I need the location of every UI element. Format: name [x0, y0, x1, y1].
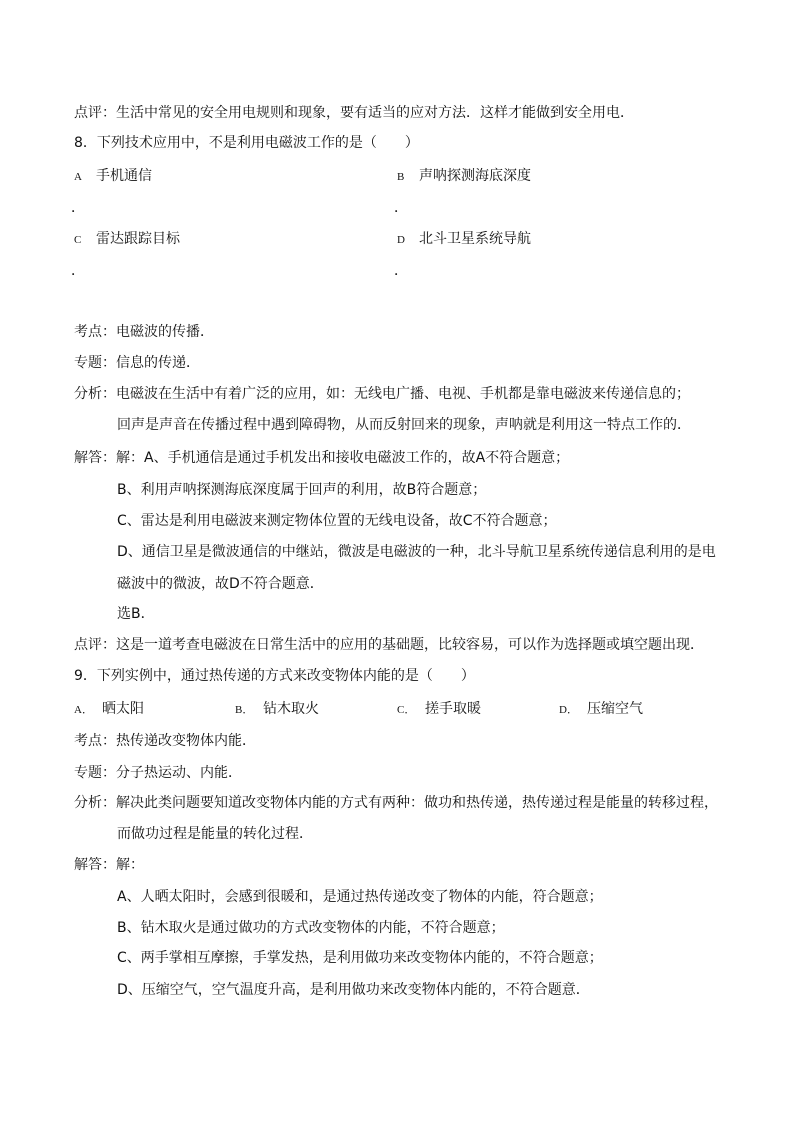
- q9-option-c: [397, 699, 481, 720]
- kaodian-text: 热传递改变物体内能．: [116, 733, 256, 749]
- fenxi-line: 解决此类问题要知道改变物体内能的方式有两种：做功和热传递，热传递过程是能量的转移过程，: [116, 795, 718, 811]
- option-text: 手机通信: [96, 168, 152, 184]
- q8-fenxi: [74, 384, 690, 404]
- option-text: 北斗卫星系统导航: [419, 231, 531, 247]
- review-label: 点评：: [74, 105, 116, 121]
- fenxi-label: 分析：: [74, 795, 116, 811]
- q9-jieda-line-2: B、钻木取火是通过做功的方式改变物体的内能，不符合题意；: [117, 920, 505, 936]
- fenxi-label: 分析：: [74, 386, 116, 402]
- option-letter: C．: [397, 704, 416, 716]
- q8-jieda-line-4: D、通信卫星是微波通信的中继站，微波是电磁波的一种，北斗导航卫星系统传递信息利用的是电: [117, 544, 716, 560]
- kaodian-text: 电磁波的传播．: [116, 324, 214, 340]
- option-text: 钻木取火: [263, 701, 319, 717]
- zhuanti-text: 分子热运动、内能．: [116, 765, 242, 781]
- zhuanti-text: 信息的传递．: [116, 355, 200, 371]
- q8-fenxi-line-2: 回声是声音在传播过程中遇到障碍物，从而反射回来的现象，声呐就是利用这一特点工作的．: [117, 417, 691, 433]
- q9-zhuanti: [74, 763, 242, 783]
- q9-kaodian: [74, 731, 256, 751]
- option-text: 晒太阳: [102, 701, 144, 717]
- kaodian-label: 考点：: [74, 324, 116, 340]
- option-letter: C: [74, 234, 82, 246]
- question-9-stem: 9．下列实例中，通过热传递的方式来改变物体内能的是（ ）: [74, 668, 475, 684]
- kaodian-label: 考点：: [74, 733, 116, 749]
- q9-fenxi-line-2: 而做功过程是能量的转化过程．: [117, 826, 313, 842]
- q8-kaodian: [74, 322, 214, 342]
- q9-fenxi: [74, 793, 718, 813]
- fenxi-line: 电磁波在生活中有着广泛的应用，如：无线电广播、电视、手机都是靠电磁波来传递信息的；: [116, 386, 690, 402]
- q8-zhuanti: [74, 353, 200, 373]
- jieda-first: 解：: [116, 857, 144, 873]
- q8-jieda-line-2: B、利用声呐探测海底深度属于回声的利用，故B符合题意；: [117, 482, 487, 498]
- q8-jieda-line-6: 选B．: [117, 606, 155, 622]
- q8-option-b: [397, 166, 531, 187]
- option-letter: A．: [74, 704, 93, 716]
- option-letter: D: [397, 234, 405, 246]
- option-text: 雷达跟踪目标: [96, 231, 180, 247]
- option-text: 压缩空气: [587, 701, 643, 717]
- q9-jieda-line-1: A、人晒太阳时，会感到很暖和，是通过热传递改变了物体的内能，符合题意；: [117, 889, 603, 905]
- option-letter: D．: [559, 704, 578, 716]
- q9-option-b: [235, 699, 319, 720]
- option-letter: B: [397, 171, 405, 183]
- option-dot: ．: [71, 200, 85, 216]
- option-text: 搓手取暖: [425, 701, 481, 717]
- q8-option-c: [74, 229, 180, 250]
- dianping-label: 点评：: [74, 637, 116, 653]
- zhuanti-label: 专题：: [74, 355, 116, 371]
- zhuanti-label: 专题：: [74, 765, 116, 781]
- q9-jieda-line-3: C、两手掌相互摩擦，手掌发热，是利用做功来改变物体内能的，不符合题意；: [117, 950, 603, 966]
- review-text: 生活中常见的安全用电规则和现象，要有适当的应对方法．这样才能做到安全用电．: [116, 105, 634, 121]
- q9-jieda: [74, 855, 144, 875]
- q9-jieda-line-4: D、压缩空气，空气温度升高，是利用做功来改变物体内能的，不符合题意．: [117, 982, 590, 998]
- q8-option-d: [397, 229, 531, 250]
- review-7: [74, 103, 634, 123]
- option-text: 声呐探测海底深度: [419, 168, 531, 184]
- option-dot: ．: [71, 263, 85, 279]
- option-dot: ．: [394, 200, 408, 216]
- q8-jieda: [74, 448, 569, 468]
- q8-dianping: [74, 635, 704, 655]
- option-dot: ．: [394, 263, 408, 279]
- jieda-line: 解：A、手机通信是通过手机发出和接收电磁波工作的，故A不符合题意；: [116, 450, 570, 466]
- option-letter: A: [74, 171, 82, 183]
- jieda-label: 解答：: [74, 857, 116, 873]
- dianping-text: 这是一道考查电磁波在日常生活中的应用的基础题，比较容易，可以作为选择题或填空题出现．: [116, 637, 704, 653]
- q8-jieda-line-3: C、雷达是利用电磁波来测定物体位置的无线电设备，故C不符合题意；: [117, 513, 557, 529]
- q8-jieda-line-5: 磁波中的微波，故D不符合题意．: [117, 576, 324, 592]
- q8-option-a: [74, 166, 152, 187]
- question-8-stem: 8．下列技术应用中，不是利用电磁波工作的是（ ）: [74, 135, 419, 151]
- option-letter: B．: [235, 704, 254, 716]
- jieda-label: 解答：: [74, 450, 116, 466]
- q9-option-a: [74, 699, 144, 720]
- q9-option-d: [559, 699, 643, 720]
